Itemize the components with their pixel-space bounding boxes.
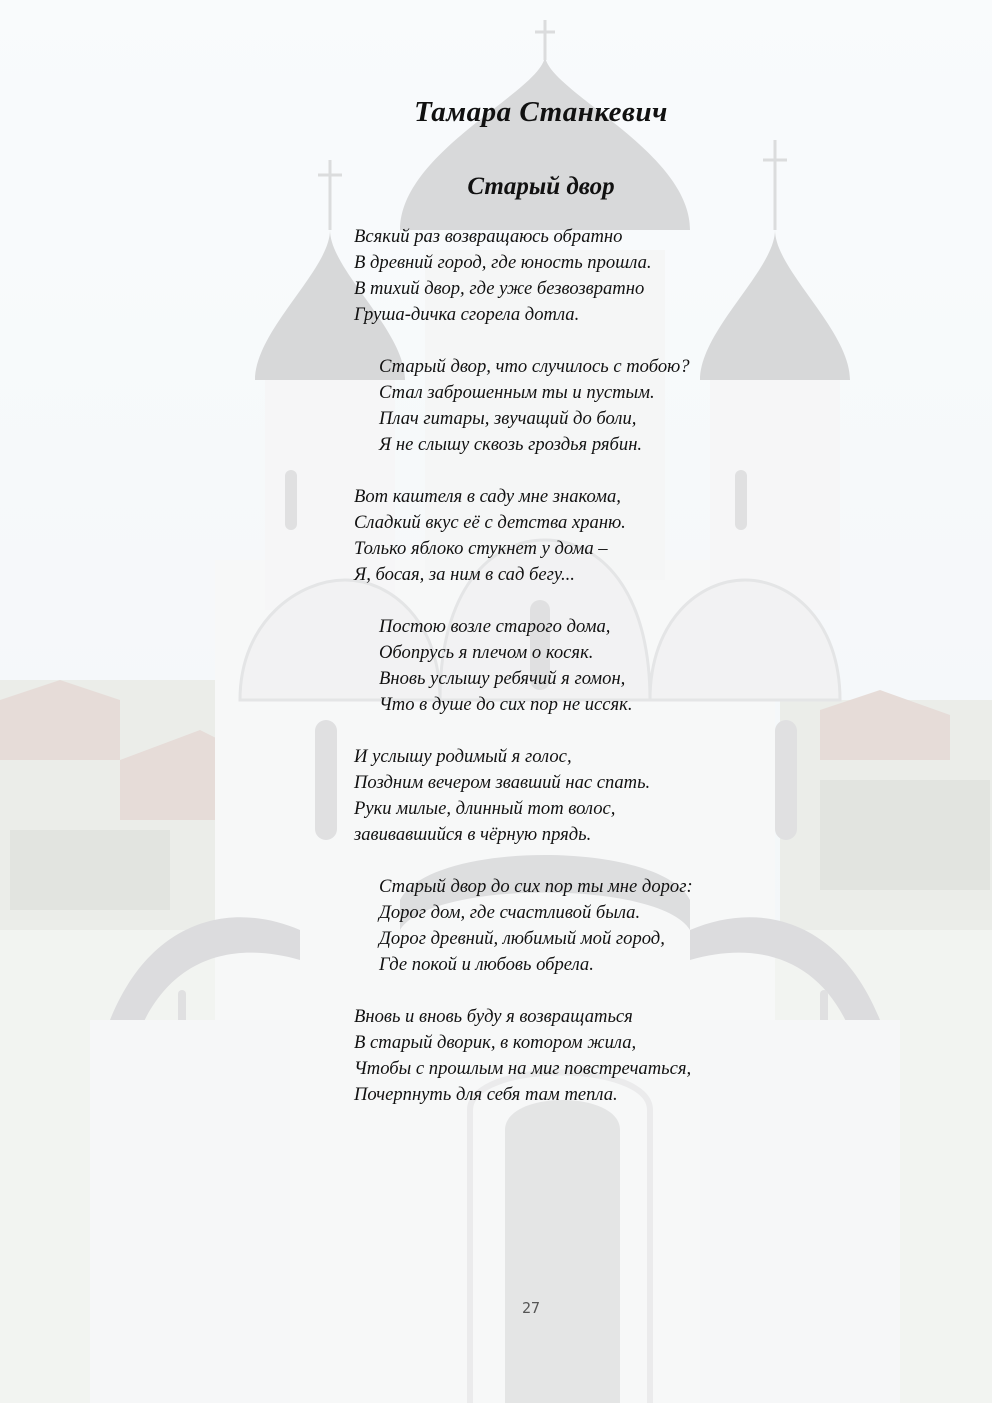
- stanza-7: [354, 1004, 954, 1108]
- poem-line: Где покой и любовь обрела.: [379, 954, 594, 975]
- poem-line: Старый двор, что случилось с тобою?: [379, 356, 690, 377]
- poem-line: Что в душе до сих пор не иссяк.: [379, 694, 633, 715]
- stanza-3: [354, 484, 954, 588]
- poem-line: Стал заброшенным ты и пустым.: [379, 382, 655, 403]
- stanza-6: [354, 874, 954, 978]
- poem-line: завивавшийся в чёрную прядь.: [354, 824, 592, 845]
- poem-line: Плач гитары, звучащий до боли,: [379, 408, 637, 429]
- poem-line: Всякий раз возвращаюсь обратно: [354, 226, 623, 247]
- poem-line: Обопрусь я плечом о косяк.: [379, 642, 594, 663]
- poem-line: Почерпнуть для себя там тепла.: [354, 1084, 618, 1105]
- stanza-4: [354, 614, 954, 718]
- poem-title: Старый двор: [467, 173, 615, 200]
- poem-line: Вновь и вновь буду я возвращаться: [354, 1006, 633, 1027]
- poem-line: И услышу родимый я голос,: [354, 746, 572, 767]
- poem-line: Постою возле старого дома,: [379, 616, 611, 637]
- poem-line: Я, босая, за ним в сад бегу...: [354, 564, 575, 585]
- page-number: 27: [521, 1299, 541, 1317]
- poem-line: Груша-дичка сгорела дотла.: [354, 304, 580, 325]
- poem-line: Только яблоко стукнет у дома –: [354, 538, 608, 559]
- poem-line: В тихий двор, где уже безвозвратно: [354, 278, 645, 299]
- stanza-1: [354, 224, 954, 328]
- poem-line: Старый двор до сих пор ты мне дорог:: [379, 876, 693, 897]
- poem-line: В старый дворик, в котором жила,: [354, 1032, 637, 1053]
- stanza-5: [354, 744, 954, 848]
- poem-line: В древний город, где юность прошла.: [354, 252, 652, 273]
- poem-line: Дорог древний, любимый мой город,: [379, 928, 665, 949]
- poem-line: Чтобы с прошлым на миг повстречаться,: [354, 1058, 692, 1079]
- poem-line: Вот каштеля в саду мне знакома,: [354, 486, 621, 507]
- poem-line: Руки милые, длинный тот волос,: [354, 798, 616, 819]
- poem-line: Дорог дом, где счастливой была.: [379, 902, 641, 923]
- poem-line: Вновь услышу ребячий я гомон,: [379, 668, 626, 689]
- poem-body: [354, 224, 954, 1134]
- poem-line: Сладкий вкус её с детства храню.: [354, 512, 626, 533]
- stanza-2: [354, 354, 954, 458]
- poem-line: Поздним вечером звавший нас спать.: [354, 772, 651, 793]
- poem-line: Я не слышу сквозь гроздья рябин.: [379, 434, 643, 455]
- author-name: Тамара Станкевич: [414, 96, 668, 128]
